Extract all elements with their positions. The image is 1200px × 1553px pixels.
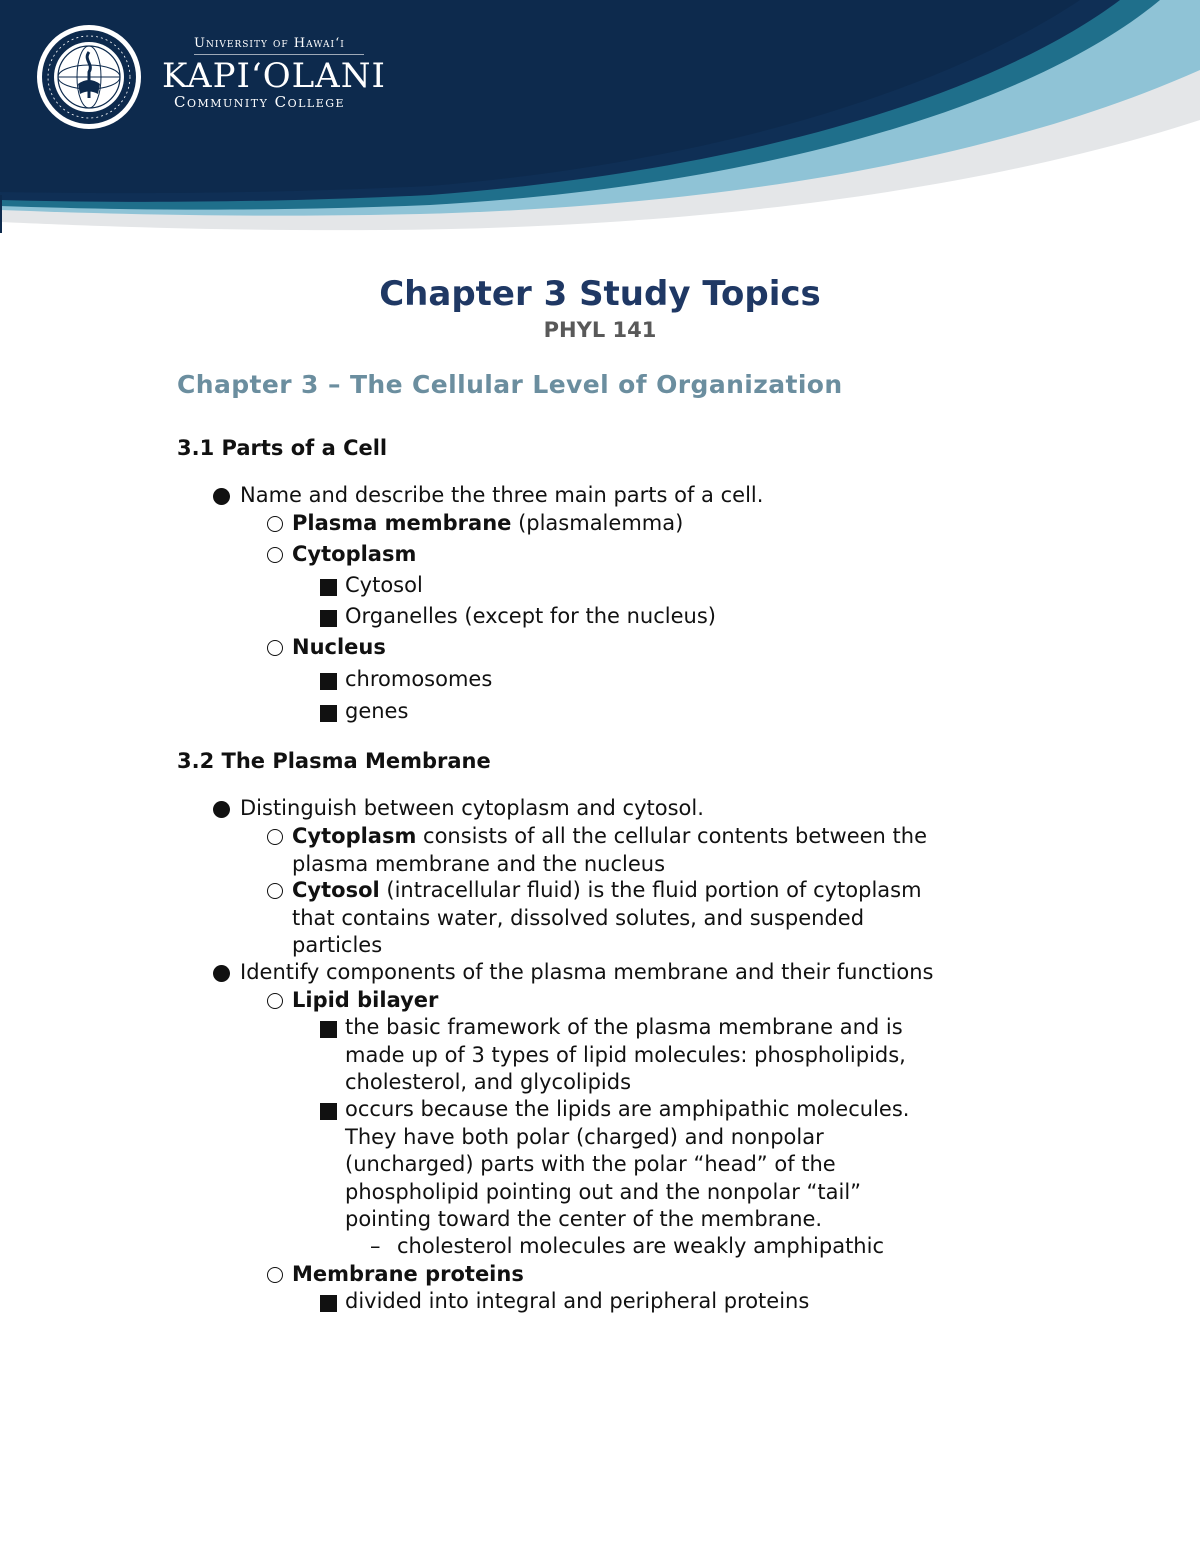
list-item: Cytosol [345,572,423,600]
list-item: Distinguish between cytoplasm and cytosol. [240,795,704,823]
square-bullet-icon [320,579,337,596]
hollow-bullet-icon [267,1267,283,1283]
filled-bullet-icon [213,965,230,982]
square-bullet-icon [320,1021,337,1038]
square-bullet-icon [320,673,337,690]
page-subtitle: PHYL 141 [543,318,657,342]
dash-bullet-icon: – [370,1234,381,1258]
university-name: University of Hawai‘i [194,36,345,51]
list-item: Membrane proteins [292,1261,524,1289]
list-item: Lipid bilayer [292,987,438,1015]
college-seal-icon [36,24,142,130]
list-item: Name and describe the three main parts of a cell. [240,482,763,510]
hollow-bullet-icon [267,516,283,532]
list-item: divided into integral and peripheral proteins [345,1288,809,1316]
hollow-bullet-icon [267,993,283,1009]
page-title: Chapter 3 Study Topics [379,274,821,314]
wordmark-divider [194,54,364,55]
list-item: – cholesterol molecules are weakly amphipathic [397,1233,884,1261]
list-item: Cytoplasm [292,541,416,569]
filled-bullet-icon [213,801,230,818]
square-bullet-icon [320,705,337,722]
square-bullet-icon [320,1295,337,1312]
college-name: KAPI‘OLANI [162,56,386,96]
list-item: Cytoplasm consists of all the cellular contents between the plasma membrane and the nucleus [292,823,927,878]
list-item: Organelles (except for the nucleus) [345,603,716,631]
list-item: chromosomes [345,666,492,694]
chapter-heading: Chapter 3 – The Cellular Level of Organization [177,370,843,399]
list-item: genes [345,698,408,726]
hollow-bullet-icon [267,829,283,845]
list-item: Identify components of the plasma membrane and their functions [240,959,933,987]
list-item: Cytosol (intracellular fluid) is the fluid portion of cytoplasm that contains water, dissolved solutes, and suspended particles [292,877,922,960]
hollow-bullet-icon [267,547,283,563]
square-bullet-icon [320,1103,337,1120]
list-item: Nucleus [292,634,386,662]
college-wordmark [162,36,386,111]
college-type: Community College [174,93,346,111]
header-banner [0,0,1200,240]
list-item: Plasma membrane (plasmalemma) [292,510,683,538]
list-item: the basic framework of the plasma membrane and is made up of 3 types of lipid molecules: phospholipids, cholesterol, and glycolipids [345,1014,906,1097]
filled-bullet-icon [213,488,230,505]
square-bullet-icon [320,610,337,627]
section-heading: 3.1 Parts of a Cell [177,436,388,460]
list-item: occurs because the lipids are amphipathic molecules. They have both polar (charged) and nonpolar (uncharged) parts with the polar “head” of the phospholipid pointing out and the nonpolar “tail” pointing toward the center of the membrane. [345,1096,909,1234]
section-heading: 3.2 The Plasma Membrane [177,749,491,773]
hollow-bullet-icon [267,883,283,899]
hollow-bullet-icon [267,640,283,656]
